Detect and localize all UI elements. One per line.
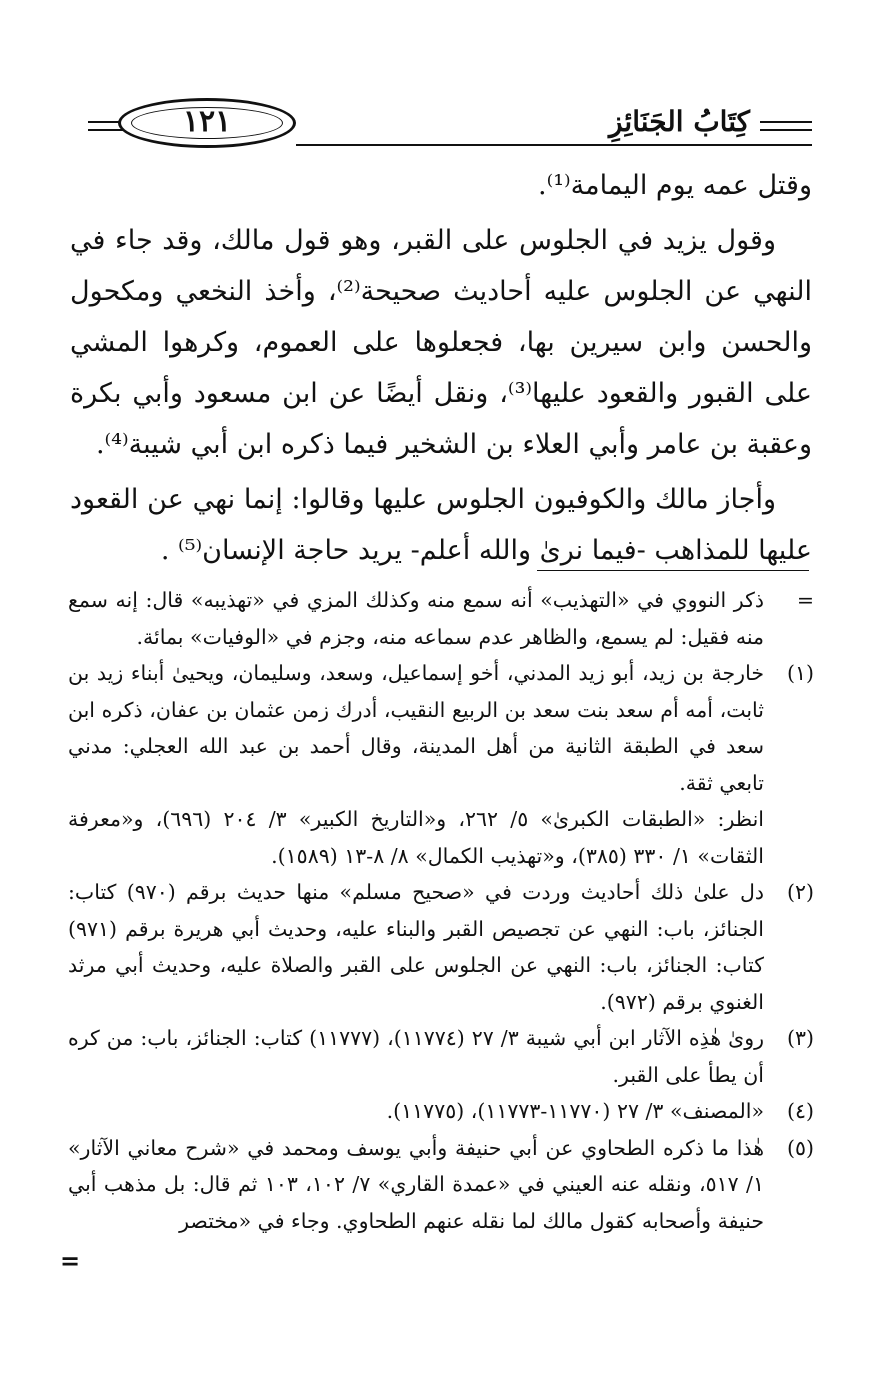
footnote-reference: انظر: «الطبقات الكبرىٰ» ٥/ ٢٦٢، و«التاريخ الكبير» ٣/ ٢٠٤ (٦٩٦)، و«معرفة الثقات» ١/ ٣٣٠ (٣٨٥)، و«تهذيب الكمال» ٨/ ٨-١٣ (١٥٨٩). (68, 807, 764, 868)
main-text (70, 160, 812, 576)
main-paragraph: وقتل عمه يوم اليمامة⁽¹⁾. (538, 170, 812, 201)
footnote-marker: (١) (786, 661, 814, 685)
footnote-text: ذكر النووي في «التهذيب» أنه سمع منه وكذلك المزي في «تهذيبه» قال: إنه سمع منه فقيل: لم يسمع، والظاهر عدم سماعه منه، وجزم في «الوفيات» بمائة. (68, 588, 764, 649)
footnote-marker: (٤) (786, 1099, 814, 1123)
footnote-marker: (٢) (786, 880, 814, 904)
header-underline (296, 144, 812, 146)
page-number: ١٢١ (182, 104, 232, 139)
footnote-marker: (٣) (786, 1026, 814, 1050)
continuation-mark: = (60, 1246, 81, 1275)
footnote-text: «المصنف» ٣/ ٢٧ (١١٧٧٠-١١٧٧٣)، (١١٧٧٥). (386, 1099, 764, 1123)
footnote (68, 655, 814, 801)
main-paragraph: وأجاز مالك والكوفيون الجلوس عليها وقالوا: إنما نهي عن القعود عليها للمذاهب -فيما نرىٰ والله أعلم- يريد حاجة الإنسان⁽⁵⁾ . (70, 484, 812, 566)
footnote (68, 582, 814, 655)
main-paragraph: وقول يزيد في الجلوس على القبر، وهو قول مالك، وقد جاء في النهي عن الجلوس عليه أحاديث صحيحة⁽²⁾، وأخذ النخعي ومكحول والحسن وابن سيرين بها، فجعلوها على العموم، وكرهوا المشي على القبور والقعود عليها⁽³⁾، ونقل أيضًا عن ابن مسعود وأبي بكرة وعقبة بن عامر وأبي العلاء بن الشخير فيما ذكره ابن أبي شيبة⁽⁴⁾. (70, 225, 812, 460)
footnote-text: دل علىٰ ذلك أحاديث وردت في «صحيح مسلم» منها حديث برقم (٩٧٠) كتاب: الجنائز، باب: النهي عن تجصيص القبر والبناء عليه، وحديث أبي هريرة برقم (٩٧١) كتاب: الجنائز، باب: النهي عن الجلوس على القبر والصلاة عليه، وحديث أبي مرثد الغنوي برقم (٩٧٢). (68, 880, 764, 1014)
footnote-text: خارجة بن زيد، أبو زيد المدني، أخو إسماعيل، وسعد، وسليمان، ويحيىٰ أبناء زيد بن ثابت، أمه أم سعد بنت سعد بن الربيع النقيب، أدرك زمن عثمان بن عفان، ذكره ابن سعد في الطبقة الثانية من أهل المدينة، وقال أحمد بن عبد الله العجلي: مدني تابعي ثقة. (68, 661, 764, 795)
book-title: كِتَابُ الجَنَائِزِ (608, 105, 750, 138)
footnote-marker: (٥) (786, 1135, 814, 1160)
footnote-separator (537, 570, 809, 571)
header-right-rule (760, 121, 812, 131)
footnote (68, 874, 814, 1020)
footnotes (68, 582, 814, 1239)
footnote (68, 1130, 814, 1240)
footnote-text: روىٰ هٰذِه الآثار ابن أبي شيبة ٣/ ٢٧ (١١٧٧٤)، (١١٧٧٧) كتاب: الجنائز، باب: من كره أن يطأ على القبر. (68, 1026, 764, 1087)
footnote (68, 1093, 814, 1130)
footnote (68, 1020, 814, 1093)
page-header (88, 94, 812, 154)
footnote-text: هٰذا ما ذكره الطحاوي عن أبي حنيفة وأبي يوسف ومحمد في «شرح معاني الآثار» ١/ ٥١٧، ونقله عنه العيني في «عمدة القاري» ٧/ ١٠٢، ١٠٣ ثم قال: بل مذهب أبي حنيفة وأصحابه كقول مالك لما نقله عنهم الطحاوي. وجاء في «مختصر (68, 1135, 764, 1233)
footnote-marker: = (796, 588, 814, 612)
